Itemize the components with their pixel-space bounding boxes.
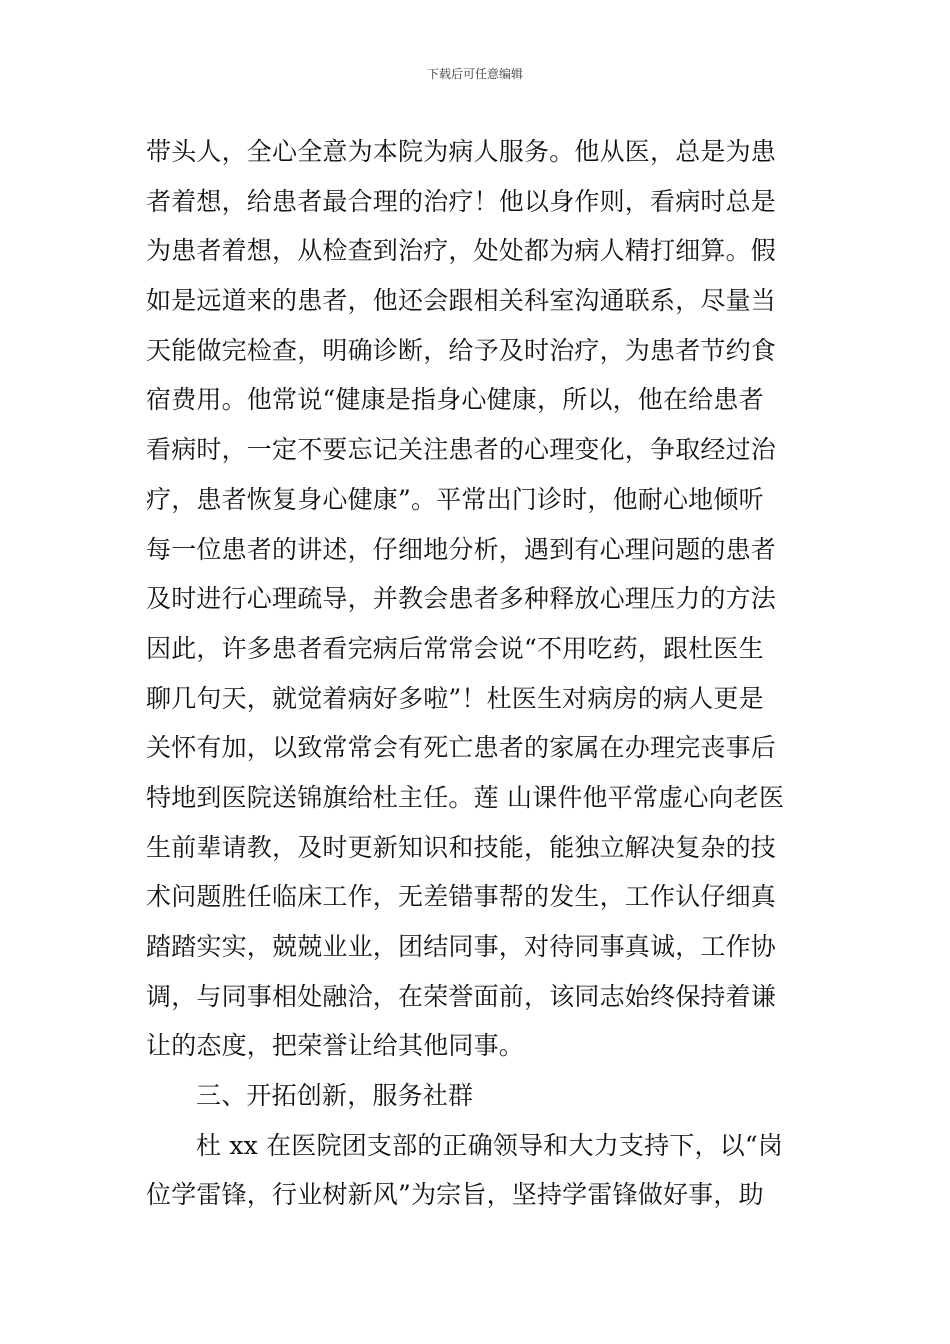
text-line: 带头人，全心全意为本院为病人服务。他从医，总是为患: [146, 137, 777, 166]
text-line: 踏踏实实，兢兢业业，团结同事，对待同事真诚，工作协: [146, 932, 777, 961]
document-body: [146, 127, 808, 1220]
text-line: 看病时，一定不要忘记关注患者的心理变化，争取经过治: [146, 435, 777, 465]
text-line: 关怀有加，以致常常会有死亡患者的家属在办理完丧事后: [146, 733, 777, 763]
page-header-note: 下载后可任意编辑: [426, 67, 523, 81]
text-line: 者着想，给患者最合理的治疗！他以身作则，看病时总是: [146, 186, 777, 216]
text-line: 让的态度，把荣誉让给其他同事。: [146, 1031, 525, 1061]
section-heading: 三、开拓创新，服务社群: [196, 1081, 474, 1111]
text-line: 宿费用。他常说“健康是指身心健康，所以，他在给患者: [146, 385, 764, 415]
text-line: 天能做完检查，明确诊断，给予及时治疗，为患者节约食: [146, 335, 777, 365]
text-line: 疗，患者恢复身心健康”。平常出门诊时，他耐心地倾听: [146, 484, 764, 514]
text-line: 如是远道来的患者，他还会跟相关科室沟通联系，尽量当: [146, 286, 777, 316]
text-line: 杜 xx 在医院团支部的正确领导和大力支持下，以“岗: [196, 1130, 784, 1160]
text-line: 因此，许多患者看完病后常常会说“不用吃药，跟杜医生: [146, 633, 764, 663]
text-line: 特地到医院送锦旗给杜主任。莲 山课件他平常虚心向老医: [146, 782, 785, 812]
text-line: 为患者着想，从检查到治疗，处处都为病人精打细算。假: [146, 236, 777, 266]
text-line: 每一位患者的讲述，仔细地分析，遇到有心理问题的患者: [146, 534, 777, 564]
text-line: 生前辈请教，及时更新知识和技能，能独立解决复杂的技: [146, 832, 777, 862]
text-line: 聊几句天，就觉着病好多啦”！杜医生对病房的病人更是: [146, 683, 764, 713]
text-line: 及时进行心理疏导，并教会患者多种释放心理压力的方法: [146, 584, 777, 614]
text-line: 术问题胜任临床工作，无差错事帮的发生，工作认仔细真: [146, 882, 777, 912]
text-line: 位学雷锋，行业树新风”为宗旨，坚持学雷锋做好事，助: [146, 1180, 764, 1210]
text-line: 调，与同事相处融洽，在荣誉面前，该同志始终保持着谦: [146, 981, 777, 1011]
